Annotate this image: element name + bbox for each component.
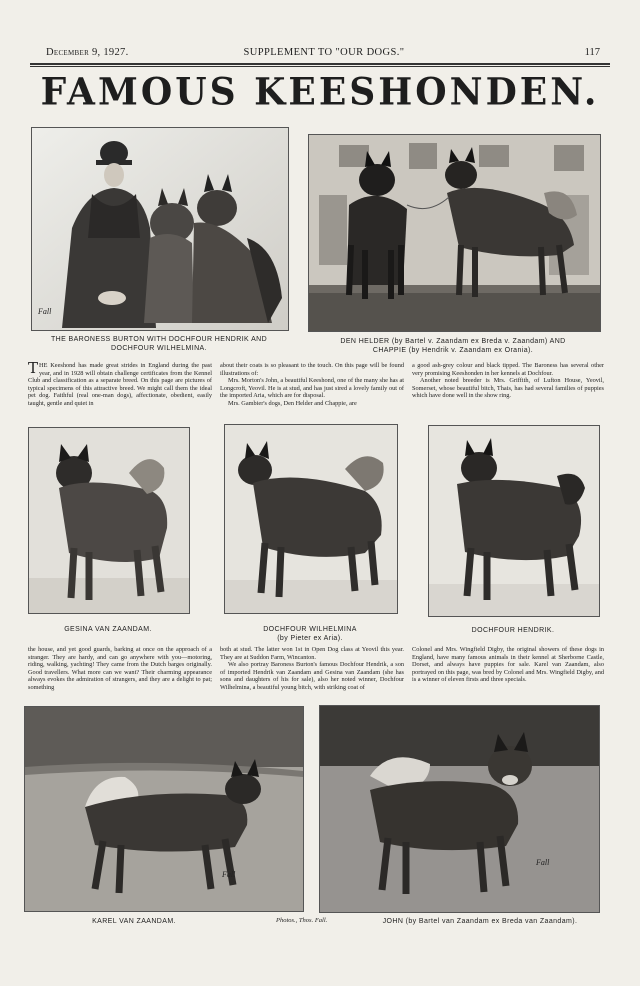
photo-hendrik <box>428 425 600 617</box>
article-col2-p2: Mrs. Morton's John, a beautiful Keeshond, one of the many she has at Longcroft, Yeovil. He is at stud, and has just sired a lovely family out of the imported Aria, which are for disposal. <box>220 377 404 400</box>
caption-den-helder-line1: DEN HELDER (by Bartel v. Zaandam ex Breda v. Zaandam) AND <box>340 338 566 345</box>
caption-wilhelmina-line1: DOCHFOUR WILHELMINA <box>263 626 357 633</box>
article-col5-p2: We also portray Baroness Burton's famous Dochfour Hendrik, a son of imported Hendrik van Zaandam and Gesina van Zaandam (she has sons and daughters of his for sale), also her noted winner, Dochfour Wilhelmina, a beautiful young bitch, with striking coat of <box>220 661 404 691</box>
page-number: 117 <box>584 47 600 58</box>
photo-karel <box>24 706 304 912</box>
photo-gesina <box>28 427 190 614</box>
caption-hendrik: DOCHFOUR HENDRIK. <box>471 627 555 634</box>
article-col3-p2: Another noted breeder is Mrs. Griffith, of Lufton House, Yeovil, Somerset, whose beautiful bitch, Thais, has had several families of puppies which have done well in the show ring. <box>412 377 604 400</box>
article-col2-p3: Mrs. Gambier's dogs, Den Helder and Chappie, are <box>228 399 357 407</box>
photographer-signature-karel: Fall <box>222 870 236 879</box>
header-rule <box>30 63 610 65</box>
caption-den-helder <box>300 337 606 355</box>
article-col2-p1: about their coats is so pleasant to the touch. On this page will be found illustrations of: <box>220 362 404 377</box>
photo-john <box>319 705 600 913</box>
article-col3-p1: a good ash-grey colour and black tipped. The Baroness has several other very promising Keeshonden in her kennels at Dochfour. <box>412 362 604 377</box>
article-column-6 <box>412 646 604 684</box>
photo-baroness-burton <box>31 127 289 331</box>
article-col5-p1: both at stud. The latter won 1st in Open Dog class at Yeovil this year. They are at Suddon Farm, Wincanton. <box>220 646 404 661</box>
caption-john: JOHN (by Bartel van Zaandam ex Breda van Zaandam). <box>382 918 578 925</box>
article-column-2 <box>220 362 404 408</box>
photo-den-helder-chappie <box>308 134 601 332</box>
article-column-1 <box>28 359 212 408</box>
caption-karel: KAREL VAN ZAANDAM. <box>92 918 176 925</box>
article-column-3 <box>412 362 604 400</box>
article-col6-p1: Colonel and Mrs. Wingfield Digby, the original showers of these dogs in England, have many famous animals in their kennel at Sherborne Castle, Dorset, and always have puppies for sale. Karel van Zaandam, also portrayed on this page, was bred by Colonel and Mrs. Wingfield Digby, and is a winner of eleven firsts and three specials. <box>412 646 604 684</box>
photo-wilhelmina <box>224 424 398 614</box>
article-column-5 <box>220 646 404 692</box>
drop-cap: T <box>28 359 39 377</box>
caption-baroness-line1: THE BARONESS BURTON WITH DOCHFOUR HENDRIK AND <box>50 336 268 343</box>
page-header <box>44 47 604 63</box>
caption-gesina: GESINA VAN ZAANDAM. <box>64 626 152 633</box>
page-title: FAMOUS KEESHONDEN. <box>40 69 600 115</box>
header-rule-thin <box>30 66 610 67</box>
caption-wilhelmina-line2: (by Pieter ex Aria). <box>277 635 343 642</box>
issue-date: December 9, 1927. <box>46 47 129 58</box>
caption-den-helder-line2: CHAPPIE (by Hendrik v. Zaandam ex Orania). <box>372 347 534 354</box>
article-col1-text: HE Keeshond has made great strides in England during the past year, and in 1928 will obtain challenge certificates from the Kennel Club and classification as a separate breed. On this page are pictures of typical specimens of this attractive breed. We might call them the ideal pet dog. Faithful (real one-man dogs), affectionate, obedient, easily taught, gentle and quiet in <box>28 362 212 407</box>
article-column-4 <box>28 646 212 692</box>
photographer-signature-john: Fall <box>536 858 550 867</box>
caption-baroness <box>31 335 287 353</box>
article-col4-p1: the house, and yet good guards, barking at once on the approach of a stranger. They are hardy, and can go anywhere with you—motoring, riding, walking, yachting! They came from the Dutch barges originally. Good travellers. What more can we want? Their charming appearance always evokes the admiration of strangers, and they are a delight to pat; something <box>28 646 212 691</box>
photo-credit: Photos., Thos. Fall. <box>276 917 328 924</box>
supplement-title: SUPPLEMENT TO "OUR DOGS." <box>243 47 405 58</box>
caption-wilhelmina <box>224 625 396 643</box>
photographer-signature: Fall <box>38 307 52 316</box>
caption-baroness-line2: DOCHFOUR WILHELMINA. <box>111 345 207 352</box>
